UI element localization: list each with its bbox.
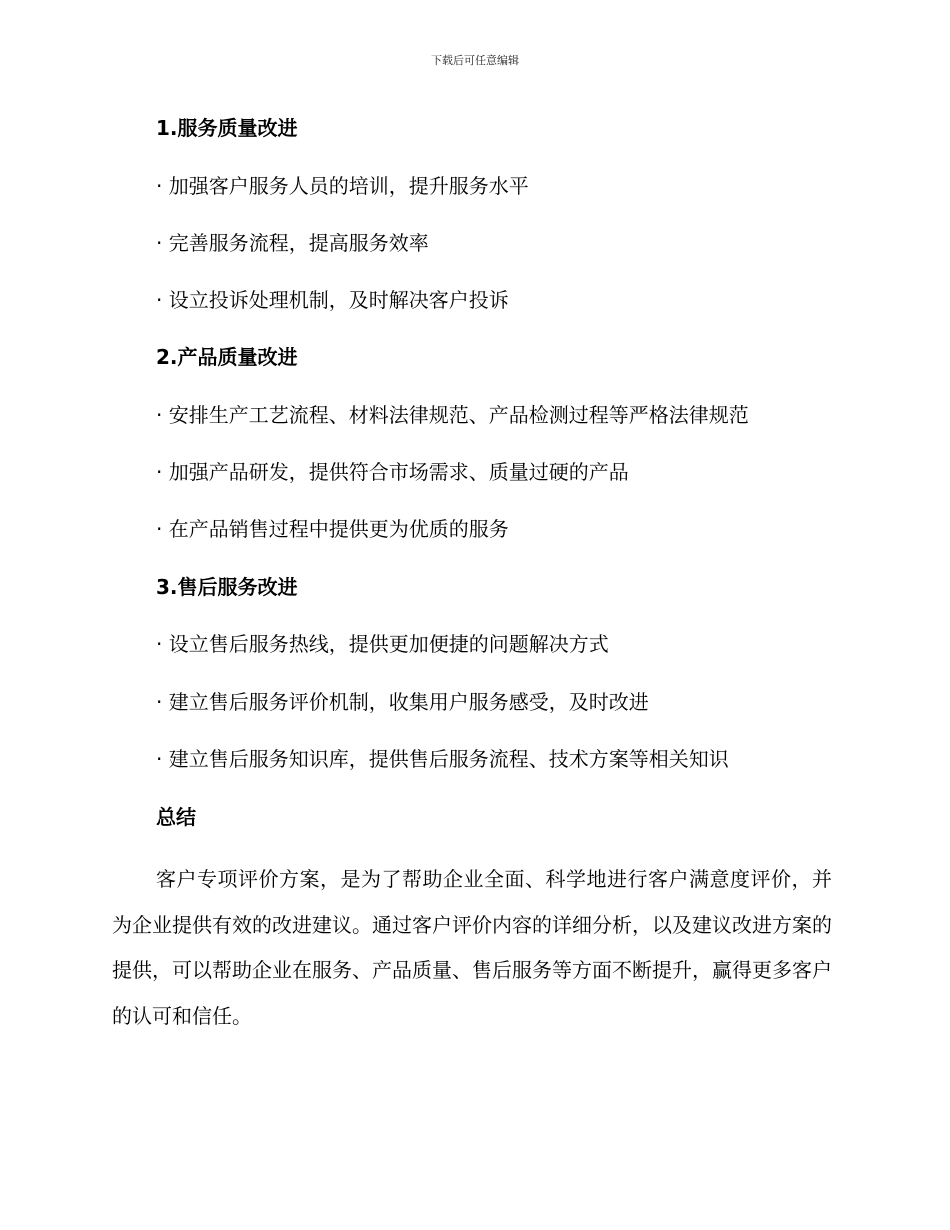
page-header: 下载后可任意编辑 xyxy=(431,54,519,67)
bullet-item: · 安排生产工艺流程、材料法律规范、产品检测过程等严格法律规范 xyxy=(156,403,749,427)
section-heading-after-sales: 3.售后服务改进 xyxy=(156,575,298,599)
bullet-item: · 加强客户服务人员的培训，提升服务水平 xyxy=(156,174,529,198)
bullet-item: · 在产品销售过程中提供更为优质的服务 xyxy=(156,517,509,541)
section-heading-product-quality: 2.产品质量改进 xyxy=(156,345,298,369)
summary-paragraph: 客户专项评价方案，是为了帮助企业全面、科学地进行客户满意度评价，并为企业提供有效的改进建议。通过客户评价内容的详细分析，以及建议改进方案的提供，可以帮助企业在服务、产品质量、售后服务等方面不断提升，赢得更多客户的认可和信任。 xyxy=(112,867,832,1028)
bullet-item: · 加强产品研发，提供符合市场需求、质量过硬的产品 xyxy=(156,460,629,484)
section-heading-service-quality: 1.服务质量改进 xyxy=(156,116,298,140)
summary-heading: 总结 xyxy=(156,805,196,829)
bullet-item: · 建立售后服务评价机制，收集用户服务感受，及时改进 xyxy=(156,690,649,714)
bullet-item: · 设立投诉处理机制，及时解决客户投诉 xyxy=(156,288,509,312)
bullet-item: · 完善服务流程，提高服务效率 xyxy=(156,231,429,255)
bullet-item: · 设立售后服务热线，提供更加便捷的问题解决方式 xyxy=(156,632,609,656)
bullet-item: · 建立售后服务知识库，提供售后服务流程、技术方案等相关知识 xyxy=(156,747,729,771)
